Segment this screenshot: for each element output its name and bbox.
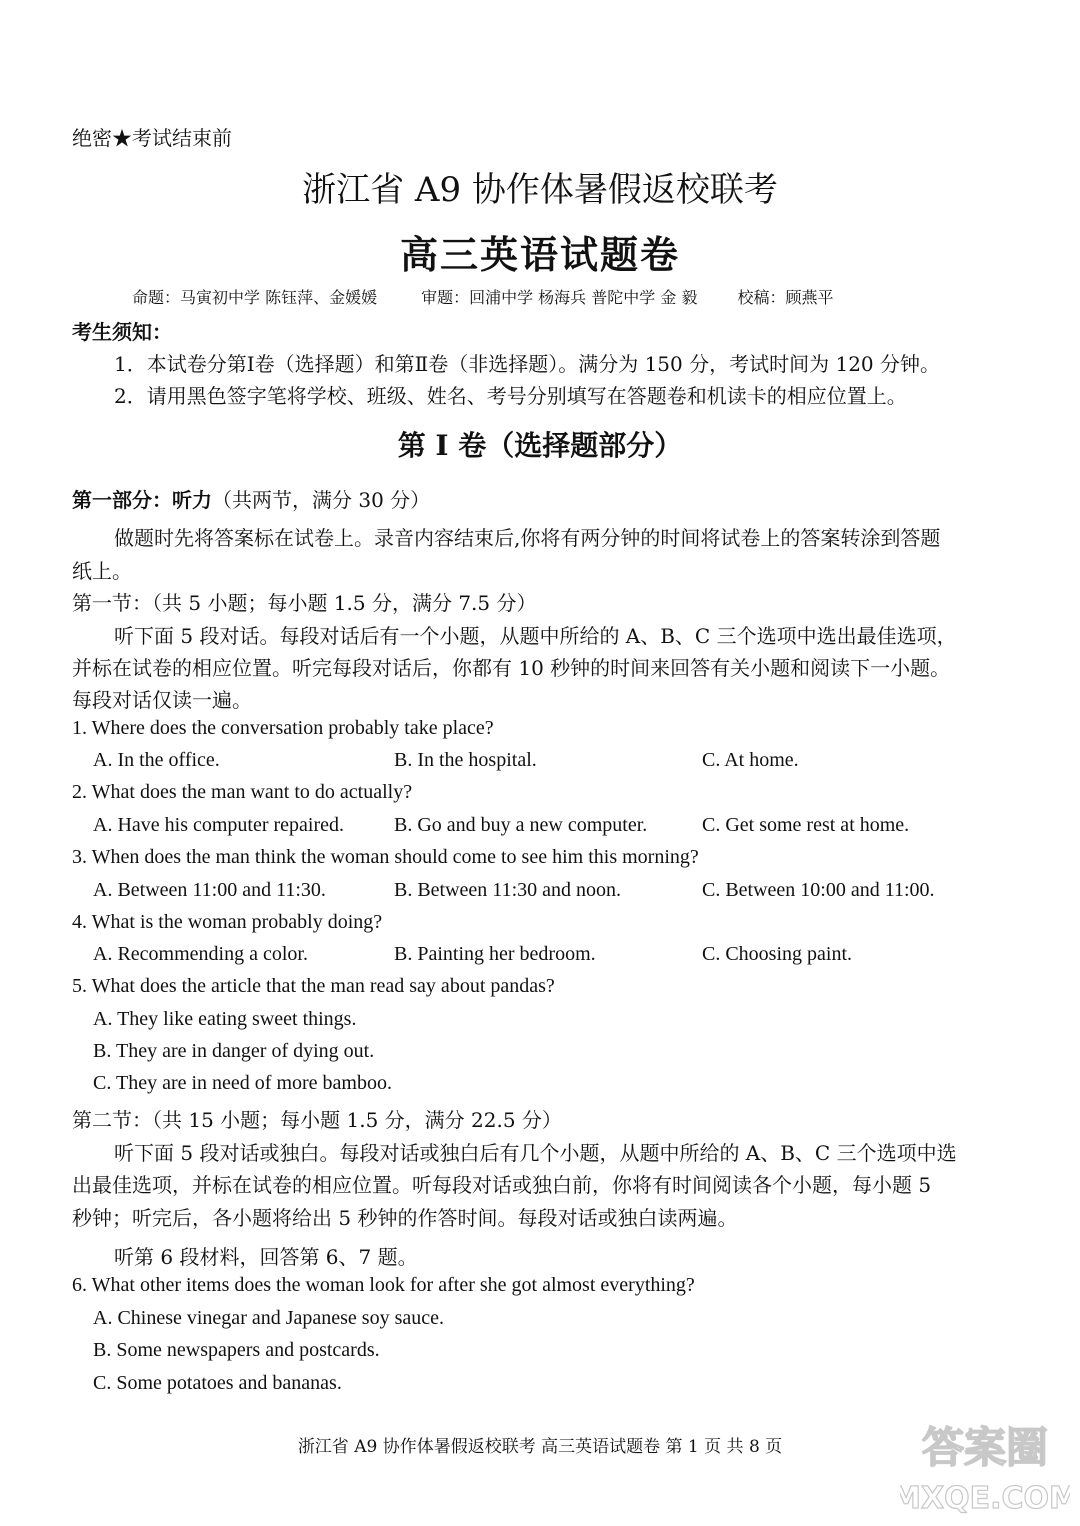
option-b: B. Painting her bedroom. <box>394 943 596 965</box>
section1-instruction: 听下面 5 段对话。每段对话后有一个小题，从题中所给的 A、B、C 三个选项中选出最佳选项， <box>114 624 957 648</box>
option-c: C. Choosing paint. <box>702 943 853 965</box>
option-b: B. Between 11:30 and noon. <box>394 879 622 901</box>
proofreader: 校稿：顾燕平 <box>737 288 834 307</box>
option-c: C. They are in need of more bamboo. <box>93 1072 392 1094</box>
authors-line <box>132 285 833 308</box>
part1-intro: 纸上。 <box>72 559 132 583</box>
option-a: A. In the office. <box>93 749 220 771</box>
watermark-graphic <box>900 1410 1070 1520</box>
question: 4. What is the woman probably doing? <box>72 911 383 933</box>
part1-intro: 做题时先将答案标在试卷上。录音内容结束后,你将有两分钟的时间将试卷上的答案转涂到答题 <box>114 526 941 550</box>
watermark-text-cn: 答案圈 <box>921 1423 1049 1472</box>
part1-title-rest: （共两节，满分 30 分） <box>212 488 431 512</box>
section2-title: 第二节：（共 15 小题；每小题 1.5 分，满分 22.5 分） <box>72 1108 562 1132</box>
exam-title: 浙江省 A9 协作体暑假返校联考 <box>302 170 778 210</box>
question: 6. What other items does the woman look for after she got almost everything? <box>72 1274 695 1296</box>
question: 2. What does the man want to do actually? <box>72 781 413 803</box>
section1-instruction: 每段对话仅读一遍。 <box>72 688 252 712</box>
option-a: A. Have his computer repaired. <box>93 814 345 836</box>
section1-title: 第一节：（共 5 小题；每小题 1.5 分，满分 7.5 分） <box>72 591 537 615</box>
part1-title-bold: 第一部分：听力 <box>72 488 212 512</box>
confidential-label: 绝密★考试结束前 <box>72 126 232 150</box>
option-b: B. Go and buy a new computer. <box>394 814 648 836</box>
question: 1. Where does the conversation probably take place? <box>72 717 494 739</box>
notice-title: 考生须知： <box>72 320 172 344</box>
option-a: A. Recommending a color. <box>93 943 308 965</box>
volume-title: 第 I 卷（选择题部分） <box>397 429 683 462</box>
notice-item: 1．本试卷分第Ⅰ卷（选择题）和第Ⅱ卷（非选择题）。满分为 150 分，考试时间为 120 分钟。 <box>114 352 940 376</box>
reviewers: 审题：回浦中学 杨海兵 普陀中学 金 毅 <box>421 288 698 307</box>
watermark-text-en: MXQE.COM <box>900 1481 1070 1516</box>
option-a: A. Chinese vinegar and Japanese soy sauce. <box>93 1307 444 1329</box>
watermark-logo <box>900 1410 1070 1520</box>
proposers: 命题：马寅初中学 陈钰萍、金媛媛 <box>132 288 378 307</box>
material-note: 听第 6 段材料，回答第 6、7 题。 <box>114 1245 418 1269</box>
option-a: A. Between 11:00 and 11:30. <box>93 879 326 901</box>
option-c: C. Get some rest at home. <box>702 814 910 836</box>
option-b: B. Some newspapers and postcards. <box>93 1339 380 1361</box>
part1-title <box>72 484 430 513</box>
section2-instruction: 秒钟；听完后，各小题将给出 5 秒钟的作答时间。每段对话或独白读两遍。 <box>72 1206 738 1230</box>
notice-item: 2．请用黑色签字笔将学校、班级、姓名、考号分别填写在答题卷和机读卡的相应位置上。 <box>114 384 907 408</box>
question: 5. What does the article that the man read say about pandas? <box>72 975 555 997</box>
option-a: A. They like eating sweet things. <box>93 1008 357 1030</box>
option-b: B. They are in danger of dying out. <box>93 1040 375 1062</box>
section1-instruction: 并标在试卷的相应位置。听完每段对话后，你都有 10 秒钟的时间来回答有关小题和阅读下一小题。 <box>72 656 951 680</box>
exam-subtitle: 高三英语试题卷 <box>399 232 680 277</box>
option-c: C. Between 10:00 and 11:00. <box>702 879 935 901</box>
option-c: C. Some potatoes and bananas. <box>93 1372 342 1394</box>
option-b: B. In the hospital. <box>394 749 537 771</box>
section2-instruction: 听下面 5 段对话或独白。每段对话或独白后有几个小题，从题中所给的 A、B、C 三个选项中选 <box>114 1141 957 1165</box>
section2-instruction: 出最佳选项，并标在试卷的相应位置。听每段对话或独白前，你将有时间阅读各个小题，每小题 5 <box>72 1173 932 1197</box>
question: 3. When does the man think the woman should come to see him this morning? <box>72 846 699 868</box>
page-footer: 浙江省 A9 协作体暑假返校联考 高三英语试题卷 第 1 页 共 8 页 <box>297 1437 783 1457</box>
option-c: C. At home. <box>702 749 799 771</box>
